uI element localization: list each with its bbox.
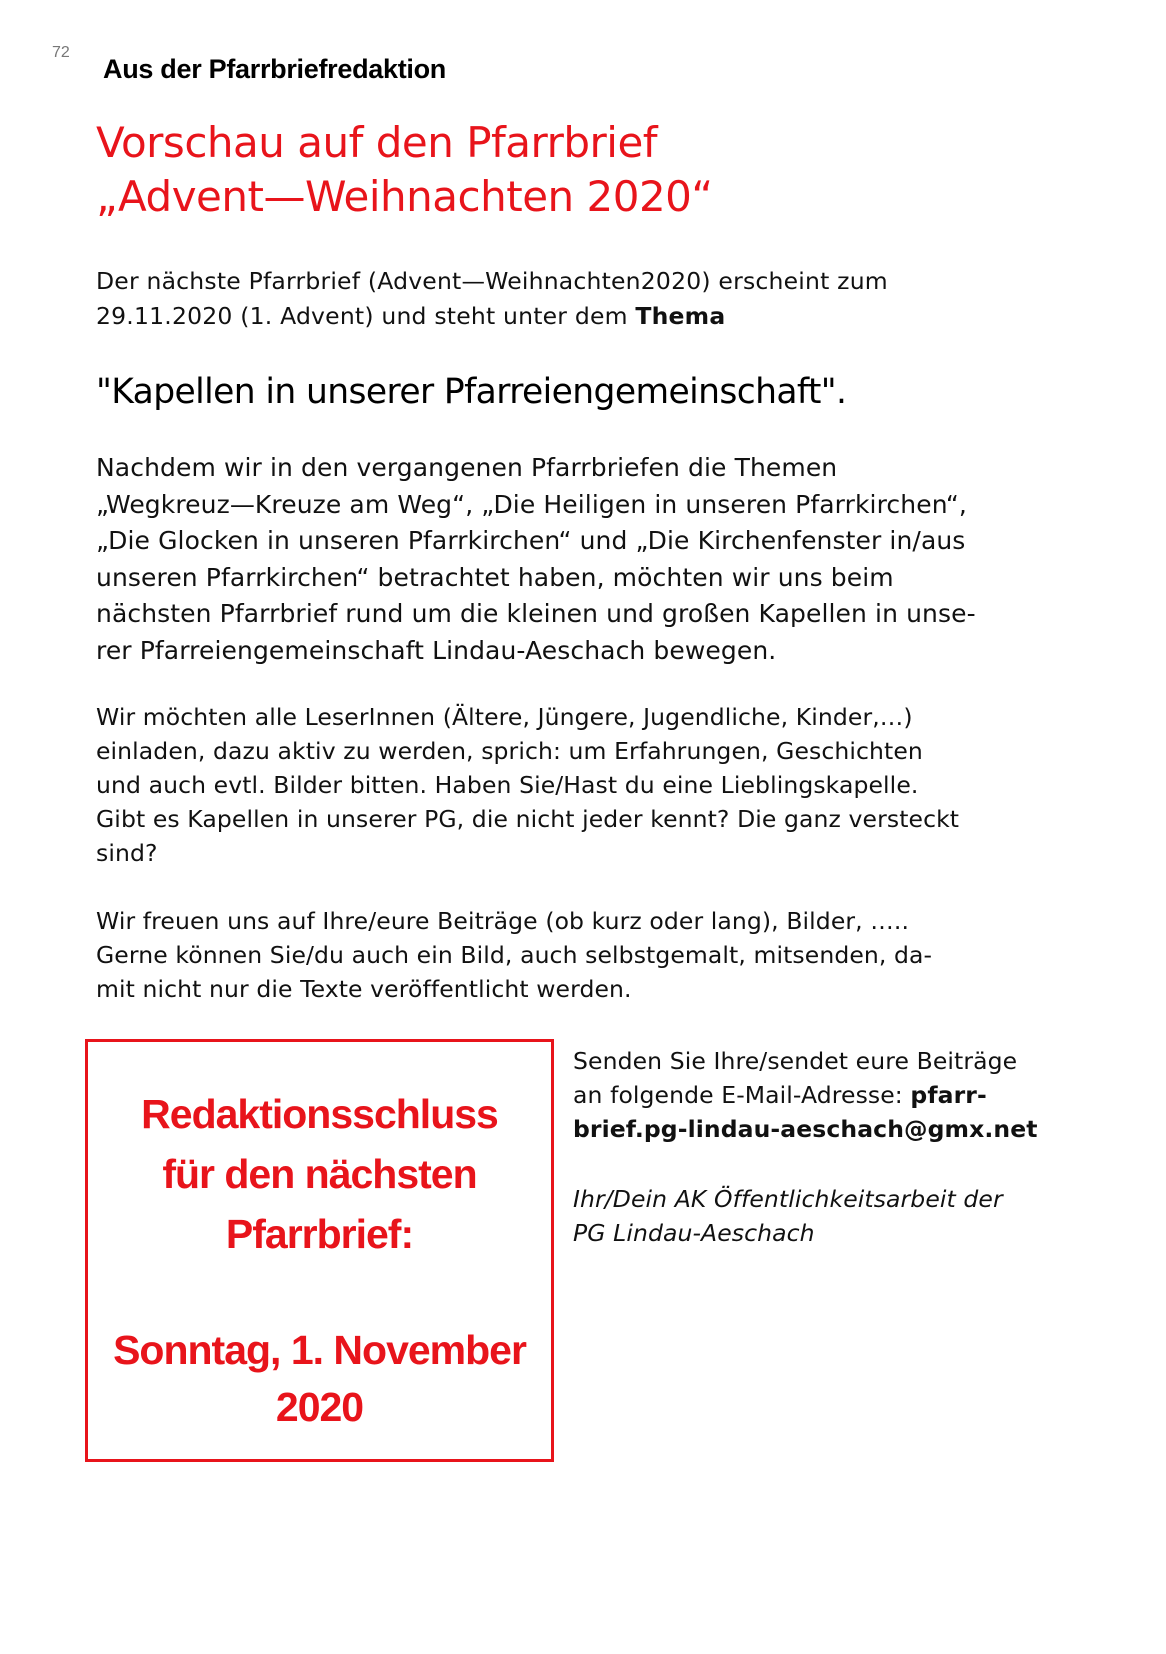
page-title [96, 116, 713, 224]
thanks-line: Gerne können Sie/du auch ein Bild, auch selbstgemalt, mitsenden, da- [96, 941, 933, 969]
email-address-part-1: pfarr- [910, 1081, 987, 1109]
body-line: „Wegkreuz—Kreuze am Weg“, „Die Heiligen in unseren Pfarrkirchen“, [96, 489, 967, 519]
deadline-heading-line: für den nächsten [162, 1151, 477, 1197]
invite-line: und auch evtl. Bilder bitten. Haben Sie/Hast du eine Lieblingskapelle. [96, 771, 919, 799]
send-instructions [573, 1044, 1093, 1146]
signature [573, 1182, 1093, 1250]
body-line: „Die Glocken in unseren Pfarrkirchen“ und „Die Kirchenfenster in/aus [96, 526, 966, 555]
section-label: Aus der Pfarrbriefredaktion [103, 54, 446, 84]
invite-line: einladen, dazu aktiv zu werden, sprich: um Erfahrungen, Geschichten [96, 737, 923, 765]
deadline-box [85, 1039, 554, 1462]
page-title-line-2: „Advent—Weihnachten 2020“ [96, 172, 713, 221]
intro-paragraph [96, 264, 1026, 334]
email-address-part-2: brief.pg-lindau-aeschach@gmx.net [573, 1115, 1038, 1143]
body-line: nächsten Pfarrbrief rund um die kleinen und großen Kapellen in unse- [96, 599, 976, 628]
signature-line: PG Lindau-Aeschach [573, 1219, 815, 1247]
deadline-heading-line: Pfarrbrief: [225, 1211, 414, 1257]
body-line: Nachdem wir in den vergangenen Pfarrbriefen die Themen [96, 453, 838, 482]
signature-line: Ihr/Dein AK Öffentlichkeitsarbeit der [573, 1185, 1003, 1213]
invite-line: Wir möchten alle LeserInnen (Ältere, Jüngere, Jugendliche, Kinder,…) [96, 703, 913, 731]
invite-line: sind? [96, 839, 158, 867]
page-number: 72 [52, 44, 70, 61]
page-title-line-1: Vorschau auf den Pfarrbrief [96, 118, 658, 167]
send-line-3 [573, 1112, 1093, 1146]
deadline-date [88, 1322, 551, 1436]
deadline-heading [88, 1084, 551, 1264]
thanks-line: mit nicht nur die Texte veröffentlicht werden. [96, 975, 632, 1003]
deadline-date-line: Sonntag, 1. November [113, 1327, 526, 1373]
intro-topic-label: Thema [635, 302, 726, 330]
thanks-line: Wir freuen uns auf Ihre/eure Beiträge (ob kurz oder lang), Bilder, ….. [96, 907, 910, 935]
thanks-paragraph [96, 904, 1086, 1006]
body-paragraph [96, 450, 1086, 669]
deadline-date-line: 2020 [275, 1384, 364, 1430]
body-line: rer Pfarreiengemeinschaft Lindau-Aeschach bewegen. [96, 635, 777, 665]
send-line-2-text: an folgende E-Mail-Adresse: [573, 1081, 911, 1109]
topic-heading: "Kapellen in unserer Pfarreiengemeinschaft". [96, 372, 847, 412]
send-line-2 [573, 1078, 1093, 1112]
body-line: unseren Pfarrkirchen“ betrachtet haben, möchten wir uns beim [96, 562, 894, 592]
invite-line: Gibt es Kapellen in unserer PG, die nicht jeder kennt? Die ganz versteckt [96, 805, 960, 833]
invite-paragraph [96, 700, 1086, 870]
intro-line-1: Der nächste Pfarrbrief (Advent—Weihnachten2020) erscheint zum [96, 267, 888, 295]
deadline-heading-line: Redaktionsschluss [141, 1091, 498, 1137]
intro-line-2-text: 29.11.2020 (1. Advent) und steht unter dem [96, 302, 636, 330]
send-line-1: Senden Sie Ihre/sendet eure Beiträge [573, 1047, 1018, 1075]
